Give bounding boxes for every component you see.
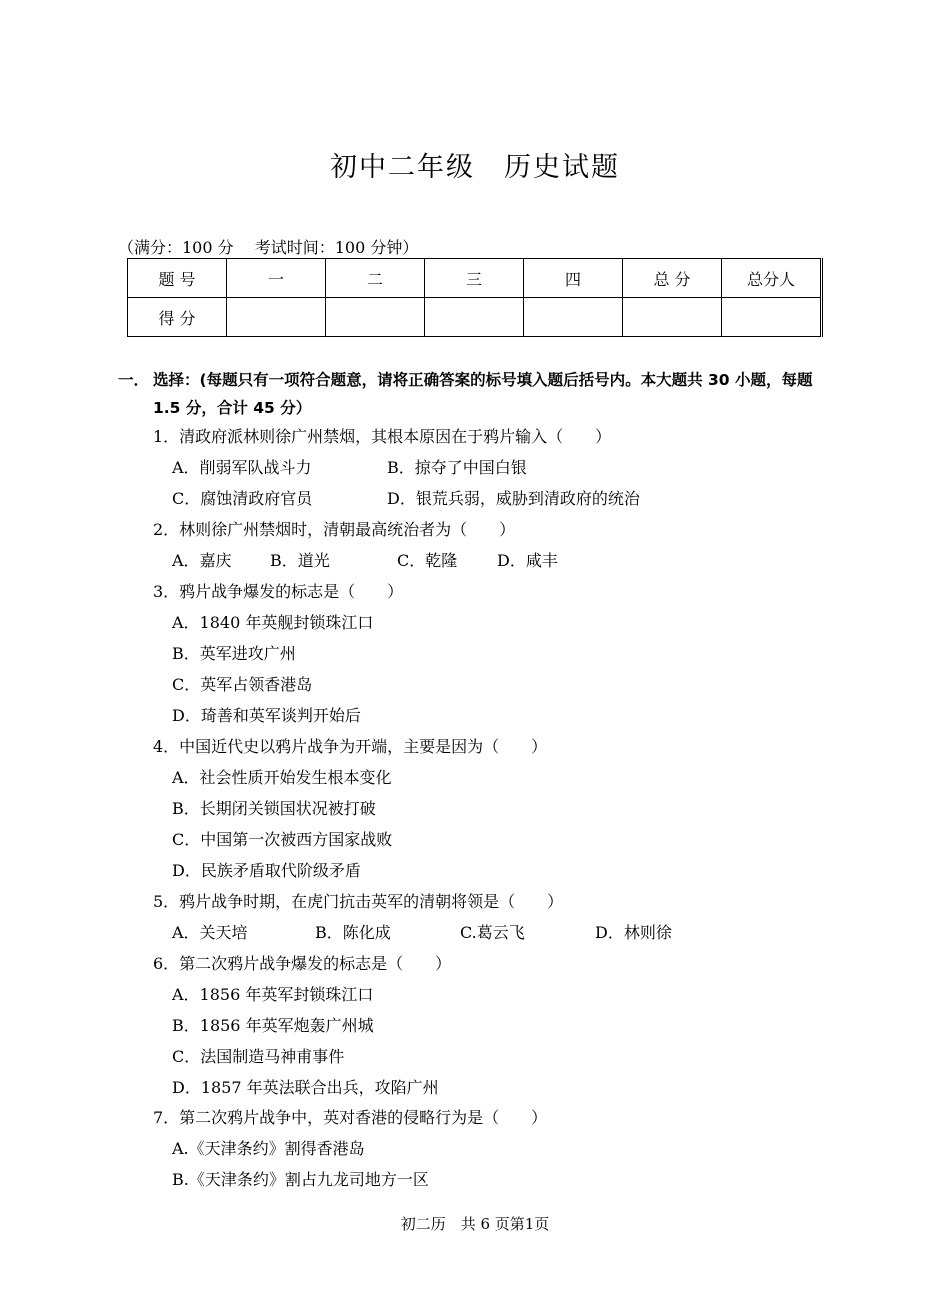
- question-2-stem: 2．林则徐广州禁烟时，清朝最高统治者为（ ）: [153, 520, 516, 539]
- question-7-option-a: A.《天津条约》割得香港岛: [172, 1139, 365, 1158]
- question-2-option-a: A．嘉庆: [172, 551, 232, 570]
- question-1-option-d: D．银荒兵弱，威胁到清政府的统治: [387, 489, 640, 508]
- score-table-header-row: [128, 259, 822, 298]
- section-heading: [118, 366, 838, 422]
- score-cell: [425, 298, 524, 337]
- question-4-option-d: D．民族矛盾取代阶级矛盾: [172, 861, 361, 880]
- question-5-stem: 5．鸦片战争时期，在虎门抗击英军的清朝将领是（ ）: [153, 892, 564, 911]
- score-table-cell: 二: [326, 259, 425, 298]
- score-table-cell: 一: [227, 259, 326, 298]
- score-cell: [326, 298, 425, 337]
- section-instructions: 选择：(每题只有一项符合题意，请将正确答案的标号填入题后括号内。本大题共 30 小题，每题 1.5 分，合计 45 分）: [153, 371, 813, 417]
- exam-info: （满分：100 分 考试时间：100 分钟）: [118, 238, 419, 257]
- score-table: [127, 258, 823, 337]
- question-2-option-b: B．道光: [270, 551, 330, 570]
- score-cell: [722, 298, 822, 337]
- question-3-option-d: D．琦善和英军谈判开始后: [172, 706, 361, 725]
- question-4-option-a: A．社会性质开始发生根本变化: [172, 768, 392, 787]
- question-6-option-c: C．法国制造马神甫事件: [172, 1047, 345, 1066]
- question-7-stem: 7．第二次鸦片战争中，英对香港的侵略行为是（ ）: [153, 1108, 548, 1127]
- question-6-option-d: D．1857 年英法联合出兵，攻陷广州: [172, 1078, 439, 1097]
- question-3-option-b: B．英军进攻广州: [172, 644, 296, 663]
- score-table-cell: 题 号: [128, 259, 227, 298]
- score-cell: [227, 298, 326, 337]
- question-4-option-b: B．长期闭关锁国状况被打破: [172, 799, 376, 818]
- question-3-stem: 3．鸦片战争爆发的标志是（ ）: [153, 582, 404, 601]
- question-5-option-a: A．关天培: [172, 923, 248, 942]
- question-1-stem: 1．清政府派林则徐广州禁烟，其根本原因在于鸦片输入（ ）: [153, 427, 612, 446]
- score-row-label: 得 分: [128, 298, 227, 337]
- score-table-score-row: [128, 298, 822, 337]
- question-6-option-a: A．1856 年英军封锁珠江口: [172, 985, 374, 1004]
- question-4-stem: 4．中国近代史以鸦片战争为开端，主要是因为（ ）: [153, 737, 548, 756]
- page-title: 初中二年级 历史试题: [330, 152, 620, 183]
- question-7-option-b: B.《天津条约》割占九龙司地方一区: [172, 1170, 429, 1189]
- question-3-option-c: C．英军占领香港岛: [172, 675, 313, 694]
- question-3-option-a: A．1840 年英舰封锁珠江口: [172, 613, 374, 632]
- question-5-option-b: B．陈化成: [315, 923, 391, 942]
- score-table-cell: 总 分: [623, 259, 722, 298]
- question-1-option-a: A．削弱军队战斗力: [172, 458, 312, 477]
- score-cell: [623, 298, 722, 337]
- score-table-cell: 总分人: [722, 259, 822, 298]
- question-5-option-c: C.葛云飞: [460, 923, 525, 942]
- score-table-cell: 三: [425, 259, 524, 298]
- score-table-cell: 四: [524, 259, 623, 298]
- question-6-stem: 6．第二次鸦片战争爆发的标志是（ ）: [153, 954, 452, 973]
- page-footer: 初二历 共 6 页第1页: [400, 1215, 550, 1233]
- question-5-option-d: D．林则徐: [595, 923, 672, 942]
- question-2-option-c: C．乾隆: [397, 551, 458, 570]
- question-2-option-d: D．咸丰: [497, 551, 558, 570]
- section-number: 一．: [118, 371, 150, 389]
- score-cell: [524, 298, 623, 337]
- question-1-option-b: B．掠夺了中国白银: [387, 458, 527, 477]
- question-1-option-c: C．腐蚀清政府官员: [172, 489, 313, 508]
- question-4-option-c: C．中国第一次被西方国家战败: [172, 830, 393, 849]
- question-6-option-b: B．1856 年英军炮轰广州城: [172, 1016, 374, 1035]
